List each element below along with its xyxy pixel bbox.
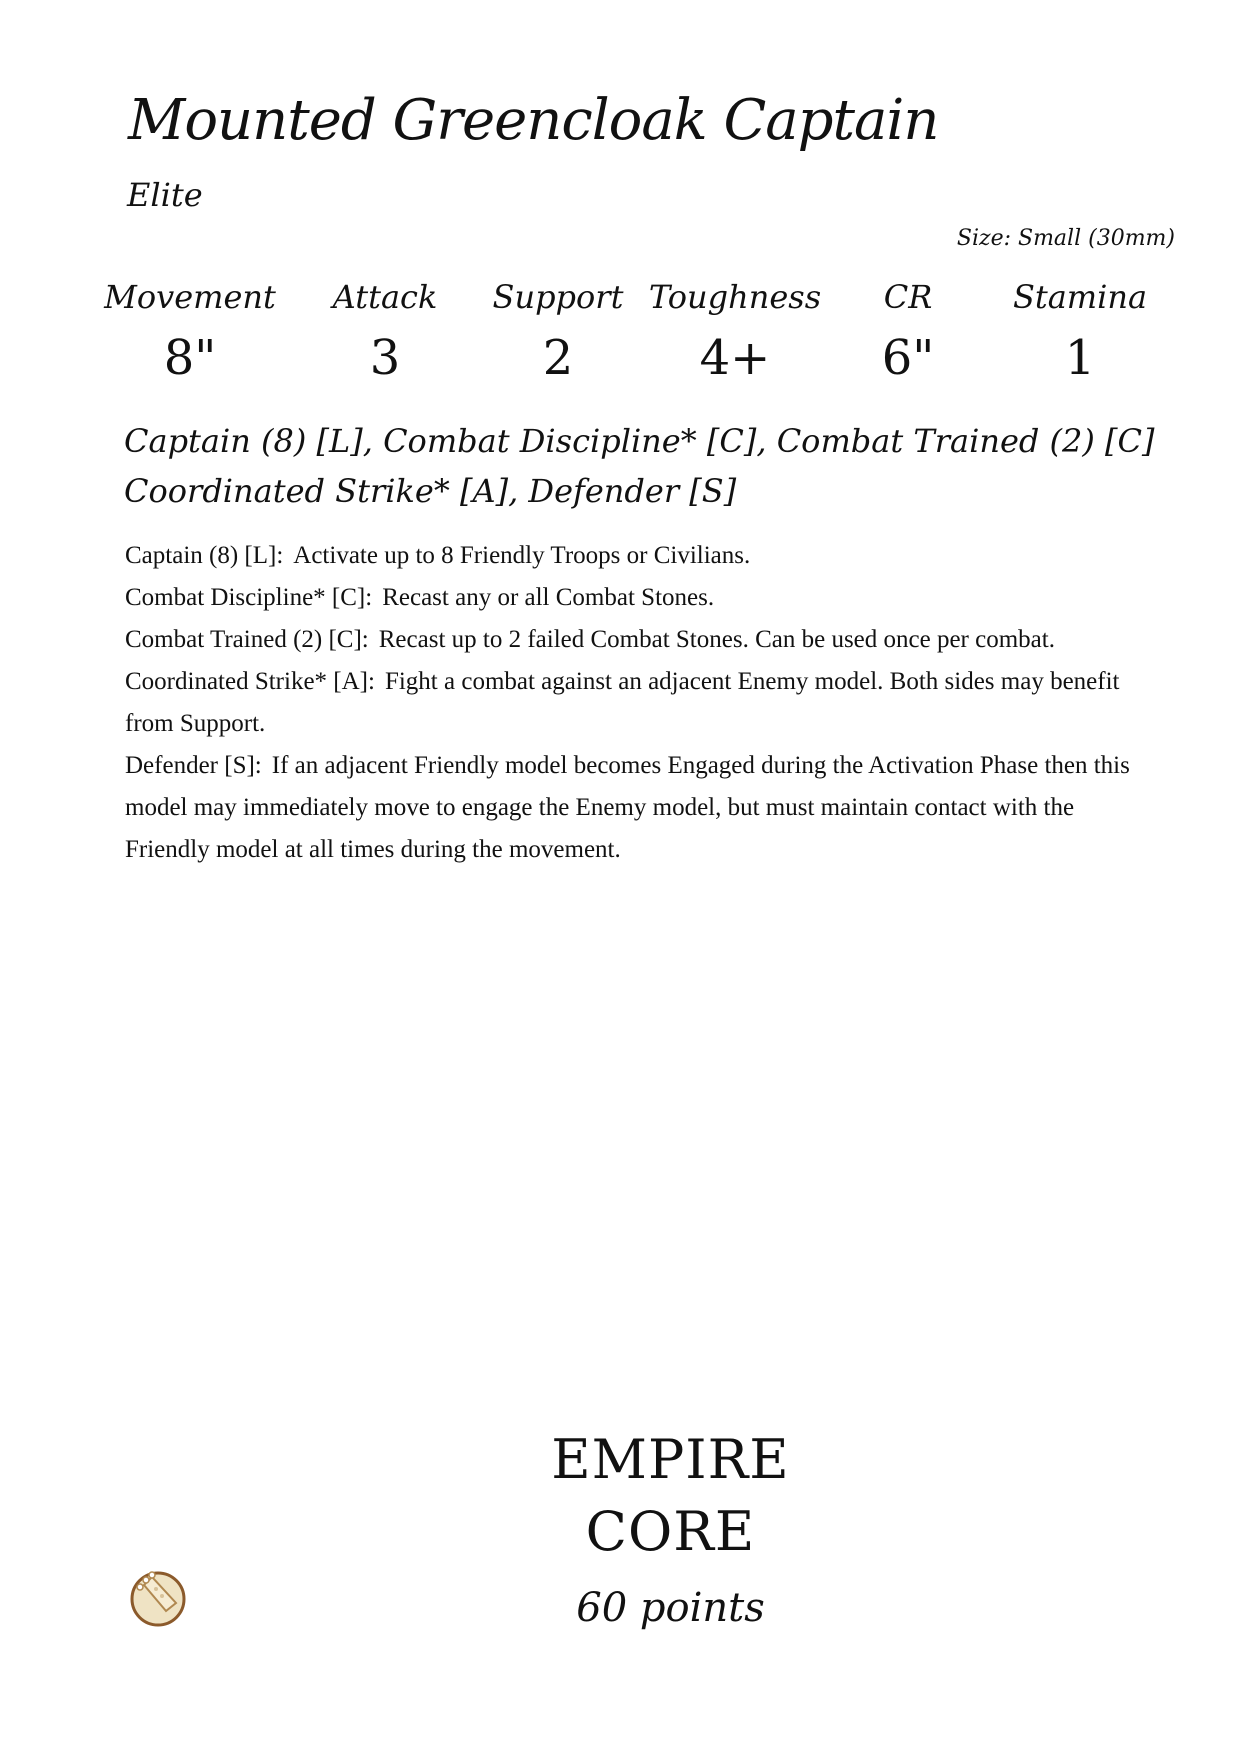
rule-text: Fight a combat against an adjacent Enemy model. Both sides may benefit from Support.	[125, 668, 1120, 737]
rule-name: Captain (8) [L]:	[125, 542, 284, 569]
rule-text: Recast any or all Combat Stones.	[382, 584, 715, 611]
stat-label: CR	[883, 278, 933, 316]
rule-item	[125, 577, 1145, 619]
stat-value: 4+	[699, 330, 771, 386]
stat-movement	[100, 278, 280, 386]
stat-value: 2	[542, 330, 574, 386]
stat-value: 6"	[881, 330, 935, 386]
stone-scroll-icon	[126, 1563, 190, 1627]
keyword-line: Captain (8) [L], Combat Discipline* [C], Combat Trained (2) [C]	[124, 422, 1155, 460]
faction-name: EMPIRE	[551, 1428, 790, 1491]
rule-text: Recast up to 2 failed Combat Stones. Can be used once per combat.	[378, 626, 1055, 653]
unit-title: Mounted Greencloak Captain	[128, 88, 939, 153]
stat-stamina	[990, 278, 1170, 386]
stat-value: 1	[1064, 330, 1096, 386]
stat-attack	[295, 278, 475, 386]
rule-text: Activate up to 8 Friendly Troops or Civilians.	[293, 542, 751, 569]
stat-value: 8"	[163, 330, 217, 386]
stat-value: 3	[369, 330, 401, 386]
rule-name: Coordinated Strike* [A]:	[125, 668, 375, 695]
stat-cr	[818, 278, 998, 386]
unit-class: Elite	[127, 176, 203, 214]
tier-name: CORE	[585, 1500, 756, 1563]
rule-name: Combat Trained (2) [C]:	[125, 626, 369, 653]
stat-block	[100, 278, 1170, 388]
points-cost: 60 points	[576, 1585, 765, 1631]
rule-name: Combat Discipline* [C]:	[125, 584, 373, 611]
stat-label: Movement	[104, 278, 276, 316]
stat-toughness	[645, 278, 825, 386]
stat-label: Toughness	[648, 278, 822, 316]
keyword-line: Coordinated Strike* [A], Defender [S]	[124, 472, 737, 510]
stat-label: Support	[492, 278, 624, 316]
unit-size: Size: Small (30mm)	[956, 226, 1175, 251]
rule-item	[125, 619, 1145, 661]
rule-item	[125, 661, 1145, 745]
keyword-list	[124, 416, 1155, 516]
stat-label: Attack	[332, 278, 438, 316]
rule-item	[125, 745, 1145, 871]
stat-label: Stamina	[1012, 278, 1148, 316]
rules-text	[125, 535, 1145, 871]
rule-name: Defender [S]:	[125, 752, 262, 779]
rule-item	[125, 535, 1145, 577]
stat-support	[468, 278, 648, 386]
rule-text: If an adjacent Friendly model becomes Engaged during the Activation Phase then this model may immediately move to engage the Enemy model, but must maintain contact with the Friendly model at all times during the movement.	[125, 752, 1130, 863]
